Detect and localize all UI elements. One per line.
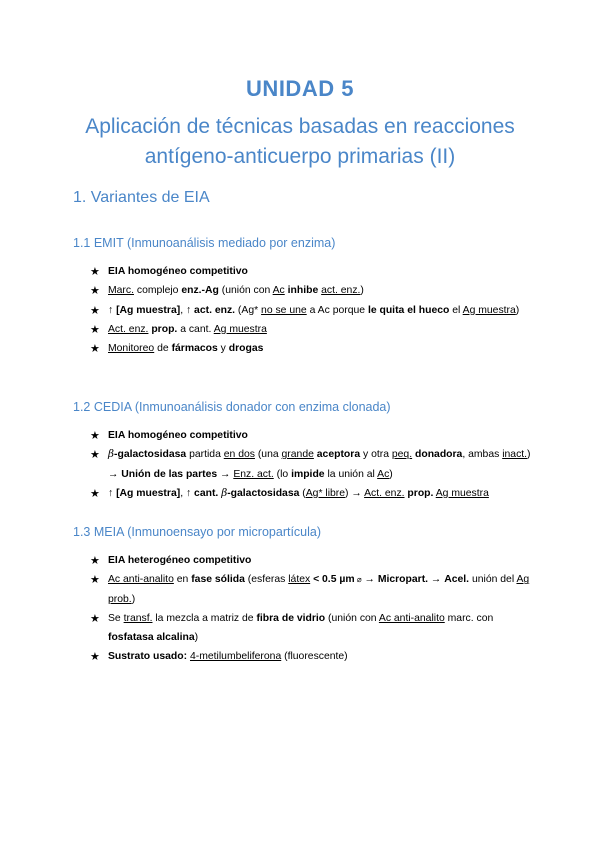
text-run: → (217, 468, 234, 480)
text-run: β (108, 448, 115, 461)
text-run: impide (291, 468, 325, 480)
text-run: Ag* libre (305, 487, 346, 499)
text-run: prop. (407, 487, 434, 499)
text-run: (lo (273, 468, 292, 480)
list-item (90, 647, 540, 666)
emit-list (90, 262, 540, 358)
unit-subtitle: Aplicación de técnicas basadas en reacciones antígeno-anticuerpo primarias (II) (85, 115, 515, 168)
text-run: , ↑ (180, 487, 195, 499)
list-item (90, 609, 540, 648)
text-run: [Ag muestra] (116, 487, 181, 499)
text-run: ) (515, 304, 520, 316)
text-run: Micropart. (377, 574, 429, 586)
text-run: prop. (151, 323, 178, 335)
text-run: el (449, 304, 463, 316)
text-run: < 0.5 µm (313, 574, 355, 586)
text-run: → (361, 574, 378, 586)
text-run: y otra (360, 449, 392, 461)
list-item (90, 339, 540, 358)
text-run: grande (281, 449, 314, 461)
text-run: de (154, 343, 172, 355)
text-run: Ac anti-analito (378, 612, 445, 624)
text-run: Ac anti-analito (108, 574, 174, 586)
text-run: , ↑ (180, 304, 195, 316)
text-run: peq. (391, 449, 413, 461)
text-run: cant. (194, 487, 222, 499)
text-run: en dos (223, 449, 255, 461)
text-run: ) (389, 468, 393, 480)
text-run: Marc. (108, 285, 134, 297)
text-run: act. enz. (194, 304, 236, 316)
text-run: enz.-Ag (181, 285, 219, 297)
list-item (90, 570, 540, 609)
list-item (90, 484, 540, 503)
text-run: partida (186, 449, 224, 461)
section-heading-variantes: 1. Variantes de EIA (73, 189, 210, 206)
text-run: β (221, 486, 228, 499)
list-item (90, 426, 540, 445)
text-run: Ag muestra (435, 487, 489, 499)
text-run: Act. enz. (364, 487, 405, 499)
text-run: Ac (272, 285, 285, 297)
text-run: inact. (502, 449, 528, 461)
text-run: ( (299, 487, 306, 499)
text-run: (Ag* (235, 304, 262, 316)
text-run: ) (360, 285, 364, 297)
text-run: ↑ (108, 487, 117, 499)
text-run: no se une (261, 304, 307, 316)
text-run: Ac (377, 468, 390, 480)
text-run: látex (288, 574, 311, 586)
diameter-symbol: ⌀ (354, 575, 362, 585)
text-run: marc. con (444, 612, 494, 624)
text-run: (una (254, 449, 282, 461)
text-run: Monitoreo (108, 343, 155, 355)
text-run: (unión con (218, 285, 273, 297)
text-run: fosfatasa alcalina (108, 632, 195, 644)
text-run: aceptora (316, 449, 361, 461)
text-run: Unión de las partes (121, 468, 218, 480)
text-run: EIA homogéneo competitivo (108, 430, 248, 441)
text-run: ) → (108, 449, 531, 480)
text-run: la unión al (324, 468, 378, 480)
text-run: , ambas (462, 449, 503, 461)
list-item (90, 445, 540, 484)
text-run: Ag muestra (213, 323, 267, 335)
text-run: fibra de vidrio (256, 612, 326, 624)
text-run: Acel. (444, 574, 470, 586)
text-run: act. enz. (321, 285, 361, 297)
text-run: (unión con (325, 612, 379, 624)
meia-list (90, 551, 540, 667)
text-run: (esferas (244, 574, 289, 586)
text-run: complejo (133, 285, 182, 297)
text-run: Act. enz. (108, 323, 149, 335)
text-run: Ag prob. (108, 574, 530, 605)
text-run: Se (108, 612, 124, 624)
text-run: -galactosidasa (114, 449, 187, 461)
text-run: -galactosidasa (227, 487, 300, 499)
text-run: EIA heterogéneo competitivo (108, 555, 252, 566)
text-run: transf. (123, 612, 153, 624)
text-run: y (217, 343, 229, 355)
text-run: Sustrato usado: (108, 651, 188, 663)
text-run: inhibe (287, 285, 319, 297)
cedia-list (90, 426, 540, 503)
list-item (90, 551, 540, 570)
text-run: le quita el hueco (367, 304, 450, 316)
text-run: donadora (415, 449, 463, 461)
subsection-heading-meia: 1.3 MEIA (Inmunoensayo por micropartícula) (73, 525, 322, 539)
text-run: en (173, 574, 192, 586)
list-item (90, 320, 540, 339)
text-run: ) (194, 632, 199, 644)
text-run: drogas (228, 343, 264, 355)
text-run: Enz. act. (233, 468, 274, 480)
text-run: unión del (469, 574, 517, 586)
list-item (90, 281, 540, 300)
text-run: → (428, 574, 445, 586)
text-run: fármacos (171, 343, 218, 355)
text-run: ↑ (108, 304, 117, 316)
subsection-heading-cedia: 1.2 CEDIA (Inmunoanálisis donador con enzima clonada) (73, 400, 391, 414)
text-run: a Ac porque (306, 304, 368, 316)
text-run: la mezcla a matriz de (152, 612, 257, 624)
unit-title: UNIDAD 5 (246, 76, 354, 101)
text-run: fase sólida (191, 574, 245, 586)
text-run: ) → (345, 487, 365, 499)
subsection-heading-emit: 1.1 EMIT (Inmunoanálisis mediado por enzima) (73, 236, 336, 250)
text-run: [Ag muestra] (116, 304, 181, 316)
text-run: (fluorescente) (281, 651, 348, 663)
text-run: Ag muestra (462, 304, 516, 316)
list-item (90, 301, 540, 320)
text-run: a cant. (177, 323, 214, 335)
list-item (90, 262, 540, 281)
text-run: 4-metilumbeliferona (189, 651, 282, 663)
text-run: EIA homogéneo competitivo (108, 266, 248, 277)
text-run: ) (131, 593, 136, 605)
